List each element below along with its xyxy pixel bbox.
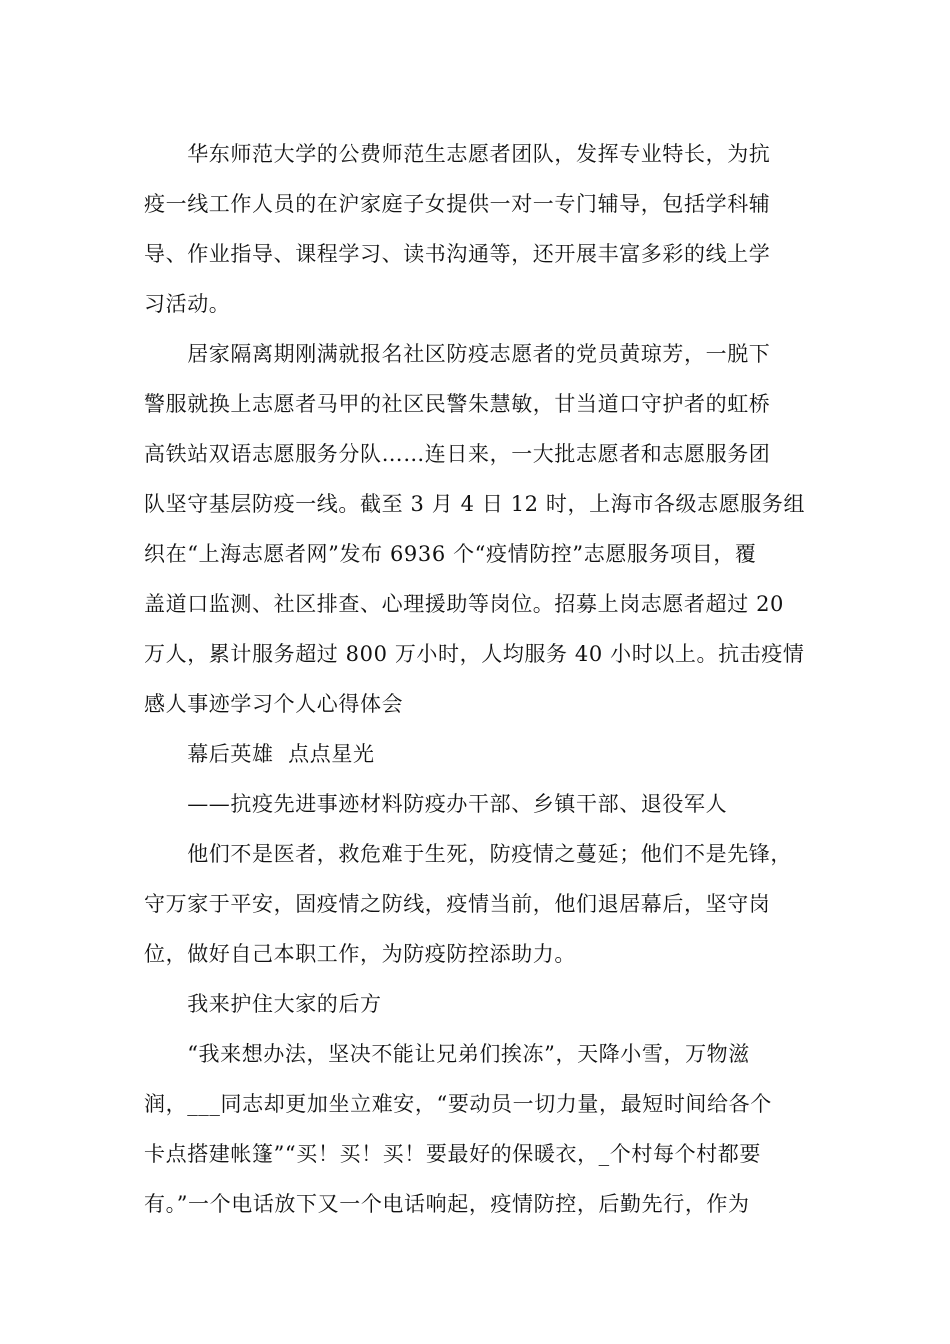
text-line: 润，___同志却更加坐立难安，“要动员一切力量，最短时间给各个 — [144, 1092, 772, 1116]
text-line: 居家隔离期刚满就报名社区防疫志愿者的党员黄琼芳，一脱下 — [144, 342, 771, 366]
text-line: “我来想办法，坚决不能让兄弟们挨冻”，天降小雪，万物滋 — [144, 1042, 750, 1066]
text-line: 导、作业指导、课程学习、读书沟通等，还开展丰富多彩的线上学 — [144, 242, 771, 266]
text-line: 华东师范大学的公费师范生志愿者团队，发挥专业特长，为抗 — [144, 142, 771, 166]
section-subtitle: ——抗疫先进事迹材料防疫办干部、乡镇干部、退役军人 — [144, 792, 728, 816]
text-line: 织在“上海志愿者网”发布 6936 个“疫情防控”志愿服务项目，覆 — [144, 542, 757, 566]
text-line: 守万家于平安，固疫情之防线，疫情当前，他们退居幕后，坚守岗 — [144, 892, 771, 916]
text-line: 万人，累计服务超过 800 万小时，人均服务 40 小时以上。抗击疫情 — [144, 642, 805, 666]
text-line: 习活动。 — [144, 292, 231, 316]
text-line: 他们不是医者，救危难于生死，防疫情之蔓延；他们不是先锋， — [144, 842, 792, 866]
text-line: 队坚守基层防疫一线。截至 3 月 4 日 12 时，上海市各级志愿服务组 — [144, 492, 806, 516]
section-heading: 幕后英雄 点点星光 — [144, 742, 375, 766]
text-line: 盖道口监测、社区排查、心理援助等岗位。招募上岗志愿者超过 20 — [144, 592, 784, 616]
text-line: 警服就换上志愿者马甲的社区民警朱慧敏，甘当道口守护者的虹桥 — [144, 392, 771, 416]
text-line: 有。”一个电话放下又一个电话响起，疫情防控，后勤先行，作为 — [144, 1192, 750, 1216]
text-line: 感人事迹学习个人心得体会 — [144, 692, 404, 716]
text-line: 高铁站双语志愿服务分队……连日来，一大批志愿者和志愿服务团 — [144, 442, 771, 466]
text-line: 卡点搭建帐篷”“买！买！买！要最好的保暖衣，_个村每个村都要 — [144, 1142, 761, 1166]
text-line: 疫一线工作人员的在沪家庭子女提供一对一专门辅导，包括学科辅 — [144, 192, 771, 216]
text-line: 位，做好自己本职工作，为防疫防控添助力。 — [144, 942, 576, 966]
subsection-heading: 我来护住大家的后方 — [144, 992, 382, 1016]
